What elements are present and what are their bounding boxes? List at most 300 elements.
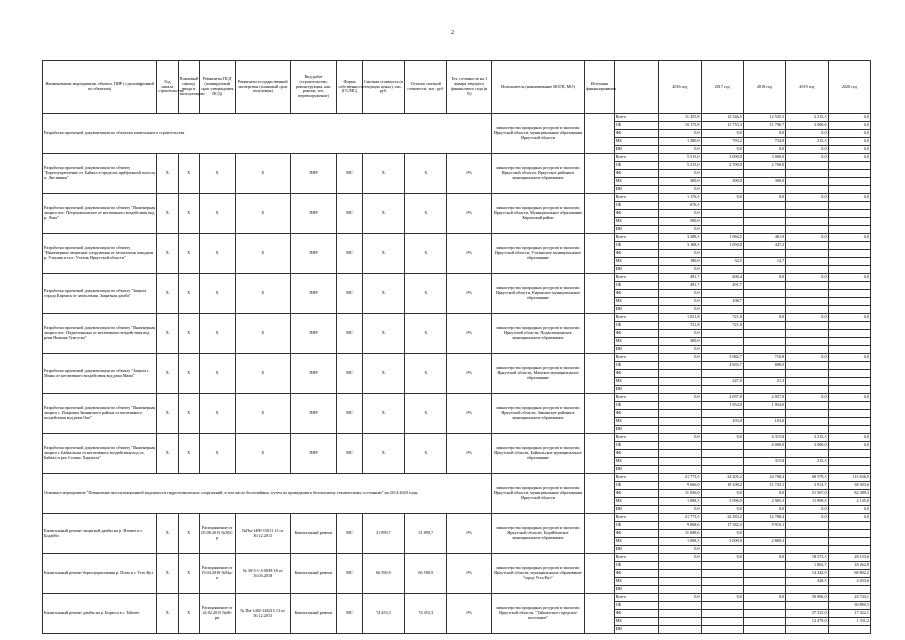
year-start: X bbox=[157, 194, 178, 234]
year-value bbox=[828, 370, 870, 378]
year-value: 0,0 bbox=[786, 146, 828, 154]
year-value: 0,0 bbox=[659, 306, 701, 314]
year-value: 0,0 bbox=[786, 234, 828, 242]
psd-details: X bbox=[199, 354, 235, 394]
executor: министерство природных ресурсов и экологии Иркутской области, Иркутское районное муниципальное образование bbox=[491, 154, 584, 194]
year-value: 2 700,0 bbox=[743, 162, 785, 170]
year-value: 754,8 bbox=[743, 138, 785, 146]
year-value: 11 455,8 bbox=[659, 114, 701, 122]
planned-period: X bbox=[178, 194, 199, 234]
work-type: ПИР bbox=[290, 154, 337, 194]
year-value bbox=[786, 378, 828, 386]
year-value: 0,0 bbox=[659, 130, 701, 138]
ownership: МС bbox=[337, 234, 362, 274]
executor: министерство природных ресурсов и экологии Иркутской области, Зиминское районное муниципальное образование bbox=[491, 394, 584, 434]
year-value bbox=[701, 170, 743, 178]
executor: министерство природных ресурсов и экологии Иркутской области, Байкальское муниципальное образование bbox=[491, 434, 584, 474]
header-2020: 2020 год bbox=[828, 61, 870, 114]
planned-period: X bbox=[178, 434, 199, 474]
year-value bbox=[786, 178, 828, 186]
year-value: 0,0 bbox=[659, 506, 701, 514]
year-value: 0,0 bbox=[786, 130, 828, 138]
year-start: X bbox=[157, 234, 178, 274]
estimated-cost: X bbox=[362, 354, 404, 394]
expertise-details: X bbox=[235, 394, 290, 434]
year-value: 0,0 bbox=[828, 274, 870, 282]
year-value bbox=[786, 250, 828, 258]
readiness: 0% bbox=[447, 154, 491, 194]
year-value bbox=[828, 162, 870, 170]
year-value bbox=[743, 330, 785, 338]
year-value bbox=[659, 570, 701, 578]
year-value bbox=[701, 466, 743, 474]
header-name: Наименование мероприятия, объекта, ПИР (с расшифровкой по объектам) bbox=[43, 61, 157, 114]
year-start: X bbox=[157, 514, 178, 554]
year-value bbox=[786, 362, 828, 370]
expertise-details: X bbox=[235, 314, 290, 354]
year-value: 300,0 bbox=[701, 178, 743, 186]
year-value: 300,0 bbox=[743, 178, 785, 186]
year-value bbox=[786, 242, 828, 250]
year-value: 11 743,1 bbox=[743, 482, 785, 490]
year-value: 0,0 bbox=[659, 170, 701, 178]
year-value bbox=[786, 418, 828, 426]
year-value bbox=[786, 602, 828, 610]
funding-code: ФБ bbox=[614, 370, 658, 378]
funding-code: ОБ bbox=[614, 562, 658, 570]
year-value: 0,0 bbox=[659, 346, 701, 354]
year-value: 0,0 bbox=[828, 314, 870, 322]
year-value: 0,0 bbox=[786, 194, 828, 202]
year-value bbox=[828, 362, 870, 370]
year-value: 113 636,5 bbox=[828, 474, 870, 482]
year-value bbox=[786, 586, 828, 594]
table-row bbox=[43, 514, 871, 522]
funding-code: ОБ bbox=[614, 122, 658, 130]
psd-details: Распоряжение от 19.04.2018 №92к-п bbox=[199, 554, 235, 594]
ownership: МС bbox=[337, 514, 362, 554]
year-value: 0,0 bbox=[743, 490, 785, 498]
year-value bbox=[786, 546, 828, 554]
year-value: 2 965,3 bbox=[743, 498, 785, 506]
year-value bbox=[743, 290, 785, 298]
estimated-cost: X bbox=[362, 234, 404, 274]
year-value bbox=[786, 450, 828, 458]
year-value: 0,0 bbox=[659, 266, 701, 274]
year-value: 0,0 bbox=[743, 554, 785, 562]
table-row bbox=[43, 394, 871, 402]
year-value bbox=[659, 618, 701, 626]
funding-code: Всего bbox=[614, 594, 658, 602]
year-value: 0,0 bbox=[701, 130, 743, 138]
table-row bbox=[43, 554, 871, 562]
year-value bbox=[786, 226, 828, 234]
table-row bbox=[43, 474, 871, 482]
funding-code: МБ bbox=[614, 618, 658, 626]
table-row bbox=[43, 594, 871, 602]
year-value bbox=[701, 330, 743, 338]
year-value bbox=[786, 522, 828, 530]
readiness: 0% bbox=[447, 434, 491, 474]
funding-code: Всего bbox=[614, 234, 658, 242]
year-value bbox=[743, 250, 785, 258]
year-value bbox=[828, 402, 870, 410]
year-value: 300,0 bbox=[659, 338, 701, 346]
readiness: 0% bbox=[447, 314, 491, 354]
year-value: 3 000,0 bbox=[743, 154, 785, 162]
year-value: 82 389,3 bbox=[828, 490, 870, 498]
year-value bbox=[743, 610, 785, 618]
year-value: 11 899,3 bbox=[786, 498, 828, 506]
year-value: 0,0 bbox=[828, 154, 870, 162]
remaining-cost: 66 590,9 bbox=[405, 554, 447, 594]
estimated-cost: X bbox=[362, 314, 404, 354]
remaining-cost: X bbox=[405, 394, 447, 434]
year-value bbox=[701, 626, 743, 634]
year-value bbox=[701, 458, 743, 466]
funding-code: ФБ bbox=[614, 530, 658, 538]
expertise-details: X bbox=[235, 194, 290, 234]
year-value: 3 000,6 bbox=[786, 122, 828, 130]
expertise-details: X bbox=[235, 154, 290, 194]
year-value: 24 205,2 bbox=[701, 474, 743, 482]
funding-code: ФБ bbox=[614, 570, 658, 578]
year-value: 0,0 bbox=[701, 530, 743, 538]
readiness: 0% bbox=[447, 194, 491, 234]
planned-period: X bbox=[178, 314, 199, 354]
year-value: 9 068,6 bbox=[659, 522, 701, 530]
year-start: X bbox=[157, 314, 178, 354]
funding-code: ФБ bbox=[614, 290, 658, 298]
year-value bbox=[786, 170, 828, 178]
header-2016: 2016 год bbox=[659, 61, 701, 114]
year-value: 0,0 bbox=[743, 130, 785, 138]
year-value: 0,0 bbox=[659, 330, 701, 338]
row-name: Капитальный ремонт защитной дамбы на р. Иликте в г. Бодайбо bbox=[43, 514, 157, 554]
year-value: 68 579,3 bbox=[786, 474, 828, 482]
year-value: 491,7 bbox=[659, 274, 701, 282]
year-value: 1 280,0 bbox=[659, 138, 701, 146]
year-value: 5 096,0 bbox=[701, 498, 743, 506]
remaining-cost: 74 453,3 bbox=[405, 594, 447, 634]
year-value: 11 753,3 bbox=[701, 122, 743, 130]
year-value bbox=[786, 402, 828, 410]
year-value bbox=[786, 346, 828, 354]
header-code-col bbox=[614, 61, 658, 114]
year-value bbox=[786, 218, 828, 226]
year-value bbox=[786, 306, 828, 314]
year-value: 0,0 bbox=[743, 274, 785, 282]
year-value: 2 869,3 bbox=[743, 538, 785, 546]
year-value bbox=[701, 346, 743, 354]
year-value: 12 788,4 bbox=[743, 514, 785, 522]
year-value bbox=[743, 202, 785, 210]
year-value: 0,0 bbox=[828, 394, 870, 402]
year-value bbox=[828, 530, 870, 538]
ownership: МС bbox=[337, 554, 362, 594]
year-value bbox=[828, 266, 870, 274]
remaining-cost: X bbox=[405, 234, 447, 274]
expertise-details: X bbox=[235, 274, 290, 314]
year-value: 0,0 bbox=[828, 434, 870, 442]
year-value: 689,5 bbox=[743, 362, 785, 370]
year-value bbox=[786, 258, 828, 266]
year-value bbox=[743, 170, 785, 178]
readiness: 0% bbox=[447, 354, 491, 394]
year-value bbox=[786, 186, 828, 194]
psd-details: X bbox=[199, 194, 235, 234]
year-value bbox=[659, 602, 701, 610]
year-value bbox=[743, 426, 785, 434]
readiness: 0% bbox=[447, 394, 491, 434]
year-value bbox=[701, 602, 743, 610]
header-expertise: Реквизиты государственной экспертизы (плановый срок получения) bbox=[235, 61, 290, 114]
funding-code: Всего bbox=[614, 434, 658, 442]
funding-code: Всего bbox=[614, 554, 658, 562]
year-value: 0,0 bbox=[659, 226, 701, 234]
year-value: 5 082,7 bbox=[701, 354, 743, 362]
year-value bbox=[701, 266, 743, 274]
year-value bbox=[786, 322, 828, 330]
year-value bbox=[659, 458, 701, 466]
psd-details: X bbox=[199, 154, 235, 194]
year-value bbox=[743, 386, 785, 394]
funding-code: ИИ bbox=[614, 346, 658, 354]
year-value bbox=[786, 466, 828, 474]
year-value bbox=[701, 546, 743, 554]
year-value: 6 315,8 bbox=[743, 434, 785, 442]
row-name: Капитальный ремонт дамбы на р. Бирюса в г. Тайшет bbox=[43, 594, 157, 634]
year-value: 3 215,3 bbox=[786, 434, 828, 442]
year-value bbox=[659, 386, 701, 394]
year-value bbox=[743, 586, 785, 594]
year-value bbox=[659, 562, 701, 570]
year-value bbox=[786, 370, 828, 378]
year-start: X bbox=[157, 394, 178, 434]
year-value: 1 954,0 bbox=[701, 402, 743, 410]
funding-code: ФБ bbox=[614, 210, 658, 218]
year-value: 0,0 bbox=[659, 434, 701, 442]
executor: министерство природных ресурсов и экологии Иркутской области, Киренское муниципальное образование bbox=[491, 274, 584, 314]
year-value bbox=[701, 586, 743, 594]
funding-source bbox=[585, 394, 615, 434]
year-value bbox=[786, 266, 828, 274]
year-value bbox=[743, 322, 785, 330]
year-value: 721,8 bbox=[701, 322, 743, 330]
year-value bbox=[701, 370, 743, 378]
year-value bbox=[828, 346, 870, 354]
year-value: 0,0 bbox=[659, 186, 701, 194]
year-start: X bbox=[157, 154, 178, 194]
funding-code: МБ bbox=[614, 138, 658, 146]
year-value: 0,0 bbox=[701, 490, 743, 498]
year-value bbox=[828, 282, 870, 290]
table-row bbox=[43, 154, 871, 162]
planned-period: X bbox=[178, 394, 199, 434]
year-value: 0,0 bbox=[659, 554, 701, 562]
year-value bbox=[828, 242, 870, 250]
program-table bbox=[42, 60, 871, 634]
psd-details: X bbox=[199, 314, 235, 354]
year-value: 3 000,0 bbox=[701, 154, 743, 162]
year-value: 3 912,7 bbox=[786, 482, 828, 490]
ownership: МС bbox=[337, 154, 362, 194]
year-value bbox=[828, 546, 870, 554]
year-value bbox=[743, 282, 785, 290]
year-value: 18 573,3 bbox=[786, 554, 828, 562]
ownership: МС bbox=[337, 434, 362, 474]
year-value: 315,8 bbox=[743, 458, 785, 466]
year-value: 12 545,5 bbox=[743, 114, 785, 122]
year-value: 0,0 bbox=[743, 314, 785, 322]
year-value: 103,0 bbox=[743, 418, 785, 426]
year-value bbox=[828, 210, 870, 218]
funding-code: ИИ bbox=[614, 546, 658, 554]
year-value bbox=[828, 466, 870, 474]
estimated-cost: X bbox=[362, 194, 404, 234]
year-value bbox=[828, 426, 870, 434]
year-value bbox=[786, 338, 828, 346]
expertise-details: X bbox=[235, 434, 290, 474]
year-value bbox=[701, 250, 743, 258]
remaining-cost: X bbox=[405, 154, 447, 194]
funding-source bbox=[585, 114, 615, 154]
estimated-cost: X bbox=[362, 154, 404, 194]
table-row bbox=[43, 194, 871, 202]
year-value: 5 515,0 bbox=[659, 154, 701, 162]
ownership: МС bbox=[337, 314, 362, 354]
funding-source bbox=[585, 474, 615, 514]
year-value: 0,0 bbox=[786, 506, 828, 514]
year-value: 0,0 bbox=[659, 146, 701, 154]
year-value: 0,0 bbox=[701, 194, 743, 202]
year-value bbox=[743, 306, 785, 314]
funding-code: Всего bbox=[614, 354, 658, 362]
year-value: 0,0 bbox=[828, 506, 870, 514]
expertise-details: №Пм-1490-15011 13 от 30.12.2013 bbox=[235, 514, 290, 554]
funding-source bbox=[585, 434, 615, 474]
header-ownership: Форма собственности (ГС/МС) bbox=[337, 61, 362, 114]
year-value bbox=[659, 362, 701, 370]
funding-code: ОБ bbox=[614, 602, 658, 610]
year-value bbox=[701, 306, 743, 314]
funding-code: ОБ bbox=[614, 242, 658, 250]
year-value: 0,0 bbox=[659, 298, 701, 306]
year-value: 0,0 bbox=[828, 114, 870, 122]
funding-code: МБ bbox=[614, 418, 658, 426]
year-value: 6 000,0 bbox=[743, 442, 785, 450]
year-value: 180,0 bbox=[659, 258, 701, 266]
year-value bbox=[743, 450, 785, 458]
ownership: МС bbox=[337, 194, 362, 234]
year-value bbox=[743, 562, 785, 570]
year-value bbox=[701, 610, 743, 618]
funding-source bbox=[585, 194, 615, 234]
year-value: 68 802,2 bbox=[828, 570, 870, 578]
year-value bbox=[659, 402, 701, 410]
funding-source bbox=[585, 154, 615, 194]
executor: министерство природных ресурсов и экологии Иркутской области, Мамское муниципальное образование bbox=[491, 354, 584, 394]
estimated-cost: X bbox=[362, 394, 404, 434]
year-value: 0,0 bbox=[659, 290, 701, 298]
year-value: 0,0 bbox=[659, 210, 701, 218]
executor: министерство природных ресурсов и экологии Иркутской области, муниципальные образования Иркутской области bbox=[491, 474, 584, 514]
table-row bbox=[43, 314, 871, 322]
year-value bbox=[659, 626, 701, 634]
year-value: 0,0 bbox=[786, 314, 828, 322]
year-value: 676,5 bbox=[659, 202, 701, 210]
year-value: 1 084,5 bbox=[701, 234, 743, 242]
year-value bbox=[786, 282, 828, 290]
year-value: 2 033,6 bbox=[828, 578, 870, 586]
funding-code: ФБ bbox=[614, 490, 658, 498]
executor: министерство природных ресурсов и экологии Иркутской области, "Тайшетское городское поселение" bbox=[491, 594, 584, 634]
executor: министерство природных ресурсов и экологии Иркутской области, муниципальное образование "город Усть-Кут" bbox=[491, 554, 584, 594]
year-value: 0,0 bbox=[786, 154, 828, 162]
year-value: 0,0 bbox=[828, 442, 870, 450]
funding-code: Всего bbox=[614, 114, 658, 122]
year-value bbox=[786, 626, 828, 634]
header-2018: 2018 год bbox=[743, 61, 785, 114]
planned-period: X bbox=[178, 594, 199, 634]
row-name: Разработка проектной документации по объекту "Инженерная защита с. Покровка Зиминского района от негативного воздействия вод реки Ока" bbox=[43, 394, 157, 434]
year-start: X bbox=[157, 434, 178, 474]
work-type: Капитальный ремонт bbox=[290, 594, 337, 634]
year-value bbox=[828, 178, 870, 186]
year-value: 0,0 bbox=[701, 506, 743, 514]
funding-code: Всего bbox=[614, 474, 658, 482]
work-type: ПИР bbox=[290, 314, 337, 354]
year-value bbox=[701, 618, 743, 626]
funding-code: ОБ bbox=[614, 282, 658, 290]
page-number: 2 bbox=[451, 30, 454, 36]
year-value: 2 700,0 bbox=[701, 162, 743, 170]
funding-code: ФБ bbox=[614, 330, 658, 338]
year-value: 14 342,9 bbox=[786, 570, 828, 578]
year-value bbox=[828, 458, 870, 466]
work-type: ПИР bbox=[290, 274, 337, 314]
year-value bbox=[743, 626, 785, 634]
year-value: 447,2 bbox=[743, 242, 785, 250]
year-value: 0,0 bbox=[786, 354, 828, 362]
work-type: ПИР bbox=[290, 394, 337, 434]
psd-details: Распоряжение от 24.02.2015 №66-рп bbox=[199, 594, 235, 634]
funding-code: ИИ bbox=[614, 466, 658, 474]
year-value: 17 322,1 bbox=[828, 610, 870, 618]
header-row bbox=[43, 61, 871, 114]
year-value: 11 698,6 bbox=[659, 530, 701, 538]
year-value bbox=[828, 450, 870, 458]
year-value: 491,7 bbox=[659, 282, 701, 290]
year-value bbox=[743, 218, 785, 226]
year-value: 0,0 bbox=[743, 506, 785, 514]
readiness: 0% bbox=[447, 234, 491, 274]
year-value bbox=[743, 186, 785, 194]
year-value: 461,9 bbox=[743, 234, 785, 242]
year-value: 24 708,4 bbox=[743, 474, 785, 482]
work-type: Капитальный ремонт bbox=[290, 514, 337, 554]
planned-period: X bbox=[178, 234, 199, 274]
funding-code: МБ bbox=[614, 178, 658, 186]
year-value: 3 288,5 bbox=[659, 234, 701, 242]
funding-code: МБ bbox=[614, 218, 658, 226]
year-value: 108,7 bbox=[701, 298, 743, 306]
estimated-cost: 31 899,7 bbox=[362, 514, 404, 554]
year-value: 1 802,7 bbox=[786, 562, 828, 570]
funding-source bbox=[585, 354, 615, 394]
year-value: 1 050,0 bbox=[701, 242, 743, 250]
year-value bbox=[659, 378, 701, 386]
